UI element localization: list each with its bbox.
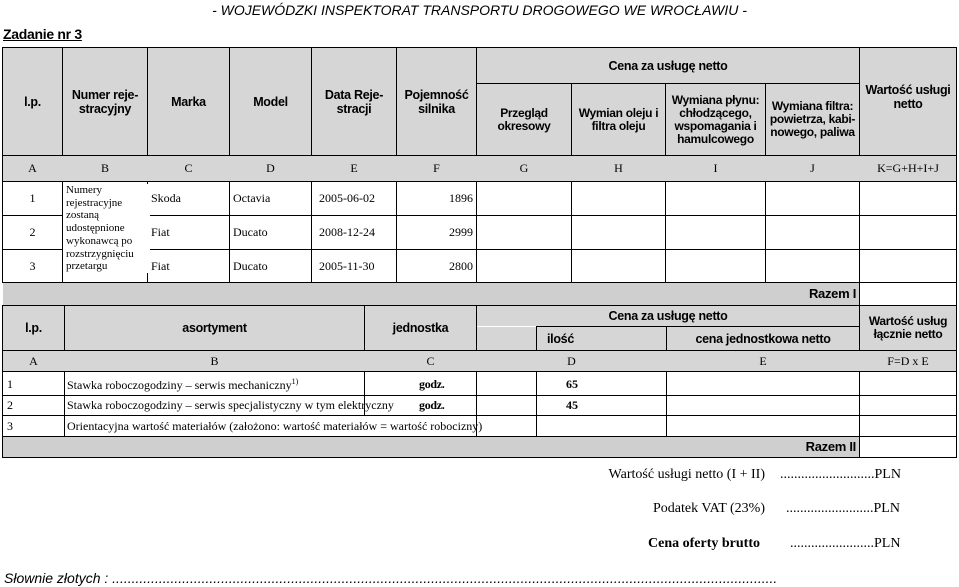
letter-d: D — [266, 161, 275, 175]
row3-lp: 3 — [29, 258, 36, 273]
t2-row2-jednostka: godz. — [419, 398, 445, 412]
row1-data: 2005-06-02 — [319, 191, 375, 205]
row3-marka: Fiat — [151, 259, 170, 273]
t2-letter-c: C — [426, 353, 435, 368]
t2-row1-ilosc: 65 — [566, 377, 578, 391]
razem1-label: Razem I — [808, 286, 856, 301]
row2-pojemnosc: 2999 — [449, 225, 473, 239]
letter-j: J — [810, 161, 815, 175]
group-cena-header: Cena za usługę netto — [608, 58, 728, 73]
col-olej-header: Wymian oleju i filtra oleju — [578, 105, 659, 133]
letter-a: A — [28, 161, 37, 175]
razem2-bar — [3, 437, 859, 457]
row2-data: 2008-12-24 — [319, 225, 375, 239]
letter-i: I — [713, 161, 718, 175]
row2-marka: Fiat — [151, 225, 170, 239]
col-data-header: Data Reje- stracji — [324, 87, 384, 116]
vat-value: .........................PLN — [786, 501, 900, 516]
col-numer-header: Numer reje- stracyjny — [71, 87, 139, 116]
col-lp-header: l.p. — [24, 94, 41, 109]
task-title: Zadanie nr 3 — [3, 26, 82, 42]
netto-value: ...........................PLN — [780, 467, 901, 482]
row3-data: 2005-11-30 — [319, 259, 375, 273]
slownie-line: Słownie złotych : ........................................................................................................................................................................... — [4, 570, 778, 586]
row3-pojemnosc: 2800 — [449, 259, 473, 273]
brutto-label: Cena oferty brutto — [648, 536, 760, 551]
razem1-bar — [3, 283, 859, 305]
t2-row2-ilosc: 45 — [566, 398, 578, 412]
letter-e: E — [350, 161, 358, 175]
col-model-header: Model — [253, 94, 288, 109]
t2-col-cena-jedn-header: cena jednostkowa netto — [695, 331, 831, 346]
row2-model: Ducato — [233, 225, 268, 239]
t2-group-cena-header: Cena za usługę netto — [608, 309, 728, 323]
t2-col-wartosc-header: Wartość usług łącznie netto — [868, 314, 948, 341]
row2-lp: 2 — [29, 225, 36, 239]
t2-letter-b: B — [210, 353, 219, 368]
t2-row3-opis: Orientacyjna wartość materiałów (założono: wartość materiałów = wartość robocizny) — [67, 419, 483, 433]
col-plyn-header: Wymiana płynu: chłodzącego, wspomagania i hamulcowego — [671, 92, 760, 146]
netto-label: Wartość usługi netto (I + II) — [608, 467, 765, 482]
col-filtr-header: Wymiana filtra: powietrza, kabi- nowego, paliwa — [769, 99, 856, 139]
t2-row3-lp: 3 — [7, 419, 13, 433]
letter-b: B — [100, 161, 109, 175]
brutto-value: ........................PLN — [790, 536, 901, 551]
numer-note: Numery rejestracyjne zostaną udostępnione wykonawcą po rozstrzygnięciu przetargu — [64, 184, 150, 273]
letter-k: K=G+H+I+J — [877, 161, 939, 175]
col-wartosc-header: Wartość usługi netto — [865, 82, 951, 111]
t2-row1-opis: Stawka roboczogodziny – serwis mechaniczny$^{1)}$ — [67, 377, 299, 392]
letter-h: H — [614, 161, 623, 175]
row3-model: Ducato — [233, 259, 268, 273]
col-przeglad-header: Przegląd okresowy — [497, 105, 551, 133]
t2-letter-a: A — [29, 353, 38, 368]
t2-header-bg-blank — [477, 327, 536, 350]
letter-f: F — [433, 161, 440, 175]
t2-row1-lp: 1 — [7, 377, 13, 391]
t2-row2-lp: 2 — [7, 398, 13, 412]
inspectorate-title: - WOJEWÓDZKI INSPEKTORAT TRANSPORTU DROGOWEGO WE WROCŁAWIU - — [212, 2, 747, 18]
t2-col-lp-header: l.p. — [25, 321, 42, 335]
letter-c: C — [184, 161, 193, 175]
t2-row1-footnote: 1) — [291, 377, 299, 386]
t2-row2-opis: Stawka roboczogodziny – serwis specjalistyczny w tym elektryczny — [67, 398, 394, 412]
row1-lp: 1 — [29, 191, 36, 205]
t2-letter-e: E — [759, 353, 767, 368]
t2-letter-d: D — [567, 353, 576, 368]
t2-col-jednostka-header: jednostka — [392, 321, 449, 335]
col-pojemnosc-header: Pojemność silnika — [404, 87, 469, 116]
letter-g: G — [519, 161, 529, 175]
row1-model: Octavia — [233, 191, 271, 205]
col-marka-header: Marka — [171, 94, 206, 109]
row1-pojemnosc: 1896 — [449, 191, 473, 205]
t2-letter-f: F=D x E — [887, 353, 929, 368]
t2-row1-jednostka: godz. — [419, 377, 445, 391]
razem2-label: Razem II — [805, 439, 856, 454]
t2-col-asortyment-header: asortyment — [182, 321, 247, 335]
vat-label: Podatek VAT (23%) — [653, 501, 765, 516]
row1-marka: Skoda — [151, 191, 181, 205]
t2-col-ilosc-header: ilość — [547, 331, 574, 346]
